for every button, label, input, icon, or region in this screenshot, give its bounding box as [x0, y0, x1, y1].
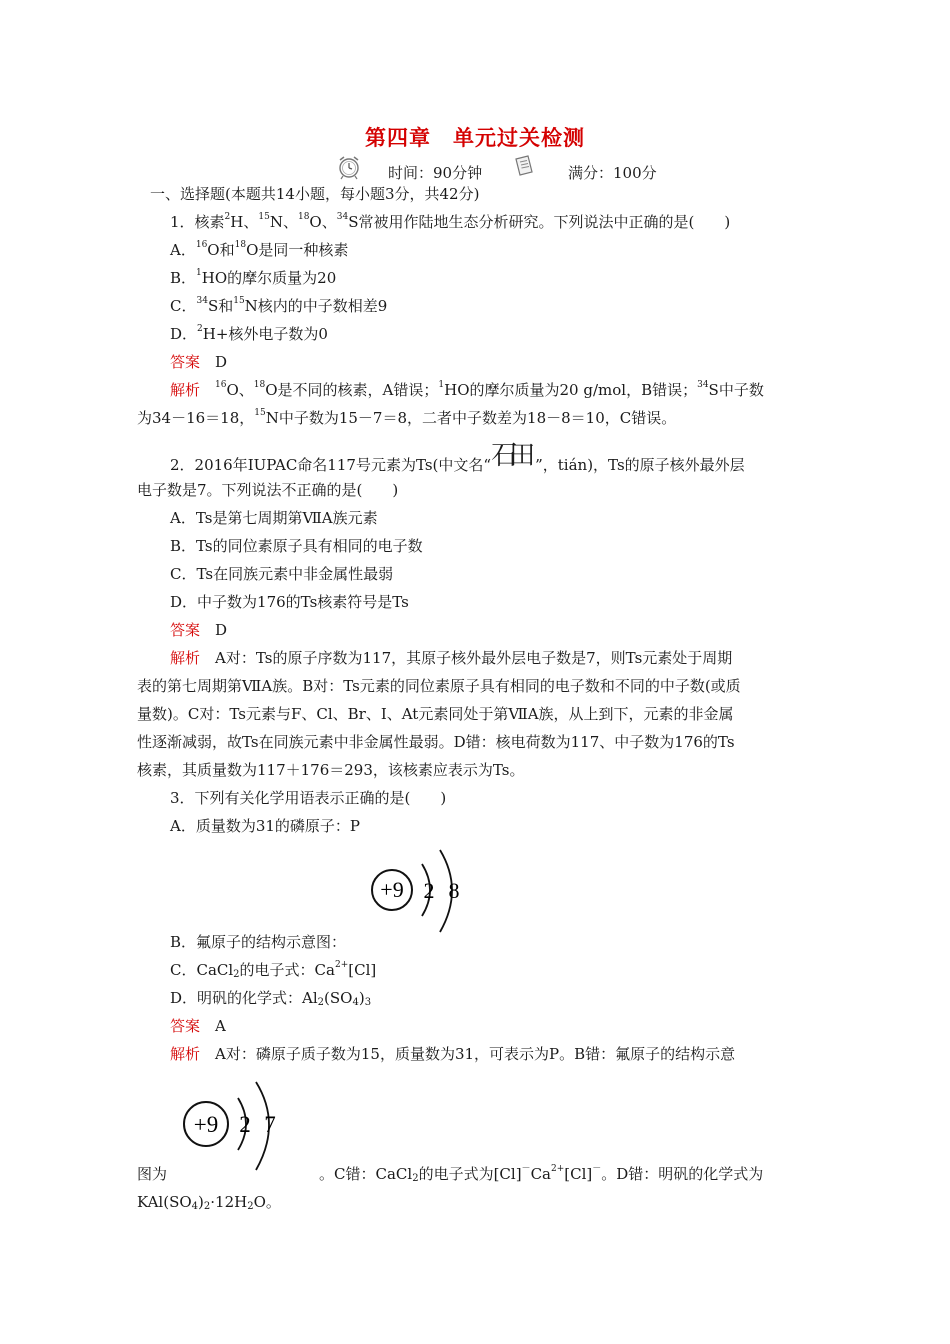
fluorine-structure-diagram-option-b — [358, 842, 476, 944]
q3-option-d: D．明矾的化学式：Al2(SO4)3 — [170, 989, 372, 1008]
q2-option-d: D．中子数为176的Ts核素符号是Ts — [170, 593, 409, 611]
q2-analysis-line-1: 解析 A对：Ts的原子序数为117，其原子核外最外层电子数是7，则Ts元素处于周期 — [170, 649, 733, 667]
paper-icon — [512, 154, 536, 178]
q1-analysis-line-1: 解析 $^{16}$O、$^{18}$O是不同的核素，A错误；$^1$HO的摩尔质量为20 g/mol，B错误；$^{34}$S中子数 — [170, 380, 764, 399]
q2-stem-line-2: 电子数是7。下列说法不正确的是( ) — [137, 481, 399, 499]
shell-2-electrons: 7 — [264, 1112, 276, 1137]
alarm-clock-icon — [336, 154, 362, 180]
q2-option-a: A．Ts是第七周期第ⅦA族元素 — [170, 509, 378, 527]
q1-stem: 1．核素$^2$H、$^{15}$N、$^{18}$O、$^{34}$S常被用作陆地生态分析研究。下列说法中正确的是( ) — [170, 212, 731, 231]
q1-option-c: C．$^{34}$S和$^{15}$N核内的中子数相差9 — [170, 296, 388, 315]
q1-analysis-line-2: 为34－16＝18，$^{15}$N中子数为15－7＝8，二者中子数差为18－8＝10，C错误。 — [137, 408, 677, 427]
q1-option-d: D．$^2$H+核外电子数为0 — [170, 324, 328, 343]
q1-answer: 答案 D — [170, 353, 228, 371]
q3-analysis-line-2: 图为 。C错：CaCl2的电子式为$[Cl]^-Ca^{2+}[Cl]^-$。D错：明矾的化学式为 — [137, 1164, 764, 1184]
tian-character: 石田 — [491, 441, 528, 471]
q3-analysis-line-1: 解析 A对：磷原子质子数为15，质量数为31，可表示为P。B错：氟原子的结构示意 — [170, 1045, 736, 1063]
section-heading: 一、选择题(本题共14小题，每小题3分，共42分) — [150, 185, 480, 203]
nucleus-charge: +9 — [380, 877, 404, 902]
q1-option-a: A．$^{16}$O和$^{18}$O是同一种核素 — [170, 240, 349, 259]
q1-option-b: B．$^1$HO的摩尔质量为20 — [170, 268, 337, 287]
q3-option-b: B．氟原子的结构示意图： — [170, 933, 347, 951]
exam-time: 时间：90分钟 — [388, 164, 483, 182]
nucleus-charge: +9 — [193, 1112, 219, 1137]
q2-option-b: B．Ts的同位素原子具有相同的电子数 — [170, 537, 423, 555]
shell-2-electrons: 8 — [448, 878, 460, 903]
q2-analysis-line-3: 量数)。C对：Ts元素与F、Cl、Br、I、At元素同处于第ⅦA族，从上到下，元素的非金属 — [137, 705, 734, 723]
q2-analysis-line-5: 核素，其质量数为117＋176＝293，该核素应表示为Ts。 — [137, 761, 525, 779]
exam-score: 满分：100分 — [568, 164, 657, 182]
q3-stem: 3．下列有关化学用语表示正确的是( ) — [170, 789, 447, 807]
q2-answer: 答案 D — [170, 621, 228, 639]
q3-option-c: C．CaCl2的电子式：$Ca^{2+}[Cl]$ — [170, 960, 377, 980]
shell-1-electrons: 2 — [423, 878, 435, 903]
q3-option-a: A．质量数为31的磷原子：P — [170, 817, 361, 835]
shell-1-electrons: 2 — [239, 1112, 251, 1137]
q2-stem-line-1: 2．2016年IUPAC命名117号元素为Ts(中文名“石田 ”，tián)，Ts的原子核外最外层 — [170, 441, 745, 474]
q3-analysis-line-3: KAl(SO4)2·12H2O。 — [137, 1193, 281, 1212]
q2-analysis-line-2: 表的第七周期第ⅦA族。B对：Ts元素的同位素原子具有相同的电子数和不同的中子数(或质 — [137, 677, 741, 695]
chapter-title: 第四章 单元过关检测 — [365, 126, 585, 150]
q2-option-c: C．Ts在同族元素中非金属性最弱 — [170, 565, 394, 583]
q2-analysis-line-4: 性逐渐减弱，故Ts在同族元素中非金属性最弱。D错：核电荷数为117、中子数为176的Ts — [137, 733, 735, 751]
q3-answer: 答案 A — [170, 1017, 226, 1035]
